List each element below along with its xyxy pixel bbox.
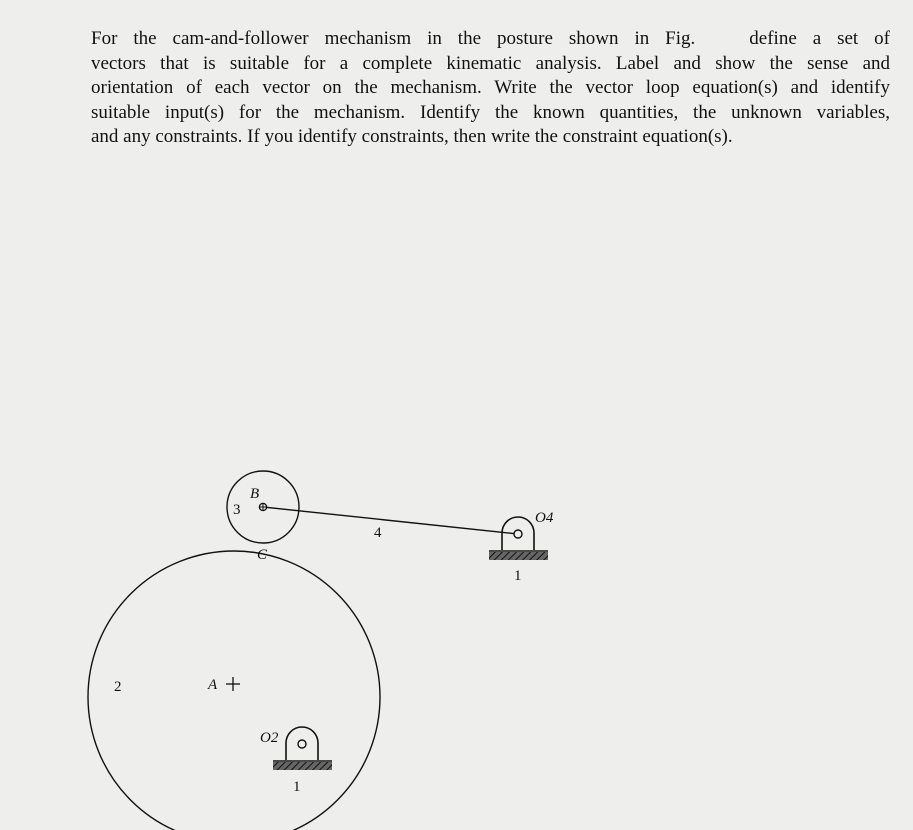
cam-circle xyxy=(88,551,380,830)
label-ground-right: 1 xyxy=(514,568,522,584)
pin-joint-b xyxy=(259,503,267,511)
label-link-4: 4 xyxy=(374,525,382,541)
cam-center-marker xyxy=(226,677,240,691)
ground-hatch-right xyxy=(489,552,548,560)
label-link-2: 2 xyxy=(114,679,122,695)
label-point-a: A xyxy=(208,677,218,693)
label-link-3: 3 xyxy=(233,502,241,518)
problem-line-1-start: For the cam-and-follower mechanism in the posture shown in Fig. xyxy=(91,28,696,49)
problem-line-5: and any constraints. If you identify constraints, then write the constraint equation(s). xyxy=(91,126,733,147)
label-contact-c: C xyxy=(257,547,268,563)
ground-hatch-bottom xyxy=(273,762,332,770)
label-pivot-o4: O4 xyxy=(535,510,554,526)
problem-line-2: vectors that is suitable for a complete kinematic analysis. Label and show the sense and xyxy=(91,52,890,74)
label-pivot-o2: O2 xyxy=(260,730,279,746)
ground-pivot-o2 xyxy=(273,727,332,770)
problem-line-1-end: define a set of xyxy=(749,28,890,49)
label-ground-bottom: 1 xyxy=(293,779,301,795)
problem-line-3: orientation of each vector on the mechanism. Write the vector loop equation(s) and identify xyxy=(91,77,890,98)
problem-line-4: suitable input(s) for the mechanism. Identify the known quantities, the unknown variables, xyxy=(91,101,890,123)
link-4-bar xyxy=(263,507,518,534)
label-point-b: B xyxy=(250,486,260,502)
